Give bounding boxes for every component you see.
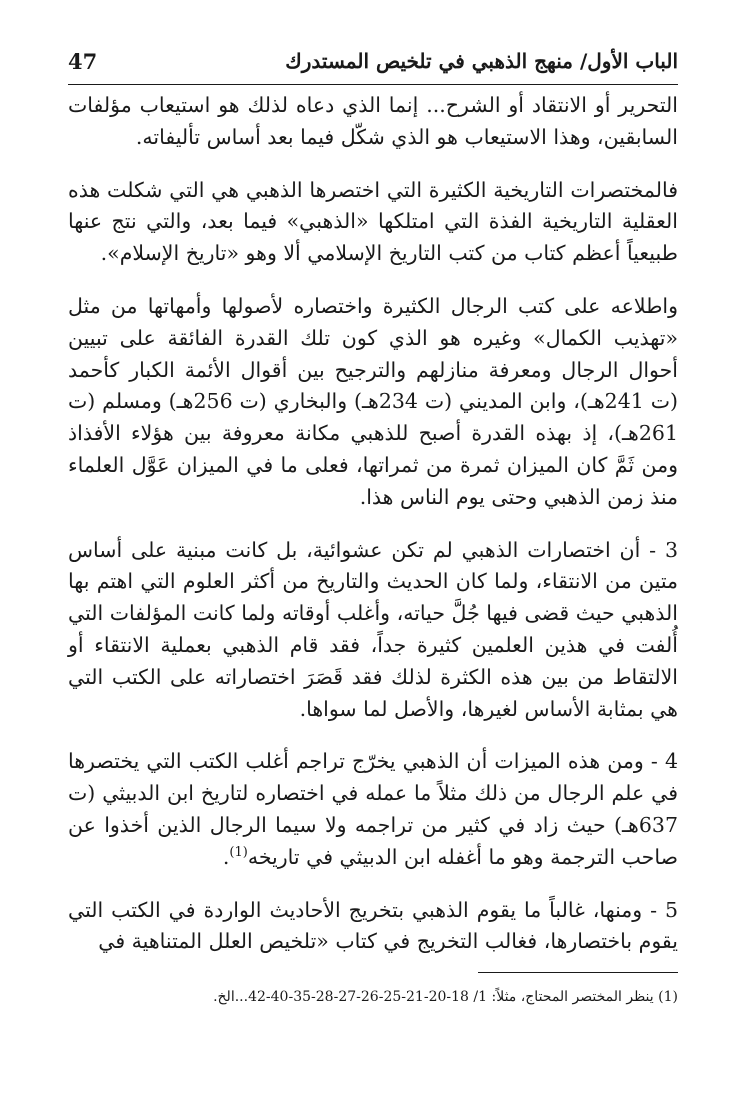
paragraph-text: 4 - ومن هذه الميزات أن الذهبي يخرّج تراجم أغلب الكتب التي يختصرها في علم الرجال من ذلك مثلاً ما عمله في اختصاره لتاريخ ابن الدبيثي (ت 637هـ) حيث زاد في كثير من تراجمه ولا سيما الرجال الذين أخذوا عن صاحب الترجمة وهو ما أغفله ابن الدبيثي في تاريخه bbox=[68, 749, 678, 869]
footnote-text: ينظر المختصر المحتاج، مثلاً: 1/ 18-20-21-25-26-27-28-35-40-42...الخ. bbox=[213, 989, 654, 1005]
footnote-number: (1) bbox=[658, 989, 678, 1005]
paragraph-end: . bbox=[222, 844, 230, 869]
paragraph: 5 - ومنها، غالباً ما يقوم الذهبي بتخريج الأحاديث الواردة في الكتب التي يقوم باختصارها، فغالب التخريج في كتاب «تلخيص العلل المتناهية في bbox=[68, 897, 678, 954]
paragraph-with-footnote bbox=[68, 746, 678, 873]
page-header bbox=[68, 44, 678, 78]
paragraph: واطلاعه على كتب الرجال الكثيرة واختصاره لأصولها وأمهاتها من مثل «تهذيب الكمال» وغيره هو الذي كون تلك القدرة الفائقة على تبيين أحوال الرجال ومعرفة منازلهم والترجيح بين أقوال الأئمة الكبار كأحمد (ت 241هـ)، وابن المديني (ت 234هـ) والبخاري (ت 256هـ) ومسلم (ت 261هـ)، إذ بهذه القدرة أصبح للذهبي مكانة معروفة بين هؤلاء الأفذاذ ومن ثَمَّ كان الميزان ثمرة من ثمراتها، فعلى ما في الميزان عَوَّل العلماء منذ زمن الذهبي وحتى يوم الناس هذا. bbox=[68, 293, 678, 509]
footnote-reference: (1) bbox=[229, 844, 248, 860]
paragraph: فالمختصرات التاريخية الكثيرة التي اختصرها الذهبي هي التي شكلت هذه العقلية التاريخية الفذة التي امتلكها «الذهبي» فيما بعد، والتي نتج عنها طبيعياً أعظم كتاب من كتب التاريخ الإسلامي ألا وهو «تاريخ الإسلام». bbox=[68, 177, 678, 266]
paragraph: التحرير أو الانتقاد أو الشرح... إنما الذي دعاه لذلك هو استيعاب مؤلفات السابقين، وهذا الاستيعاب هو الذي شكّل فيما بعد أساس تأليفاته. bbox=[68, 93, 678, 149]
header-rule bbox=[68, 84, 678, 85]
running-title: الباب الأول/ منهج الذهبي في تلخيص المستدرك bbox=[285, 49, 678, 73]
page-number: 47 bbox=[68, 48, 98, 74]
body-text bbox=[68, 90, 678, 958]
footnote bbox=[68, 986, 678, 1008]
footnote-rule bbox=[478, 972, 678, 973]
paragraph: 3 - أن اختصارات الذهبي لم تكن عشوائية، بل كانت مبنية على أساس متين من الانتقاء، ولما كان الحديث والتاريخ من أكثر العلوم التي اهتم بها الذهبي حيث قضى فيها جُلَّ حياته، وأغلب أوقاته ولما كانت المؤلفات التي أُلفت في هذين العلمين كثيرة جداً، فقد قام الذهبي بعملية الانتقاء أو الالتقاط من بين هذه الكثرة لذلك فقد قَصَرَ اختصاراته على الكتب التي هي بمثابة الأساس لغيرها، والأصل لما سواها. bbox=[68, 537, 678, 721]
